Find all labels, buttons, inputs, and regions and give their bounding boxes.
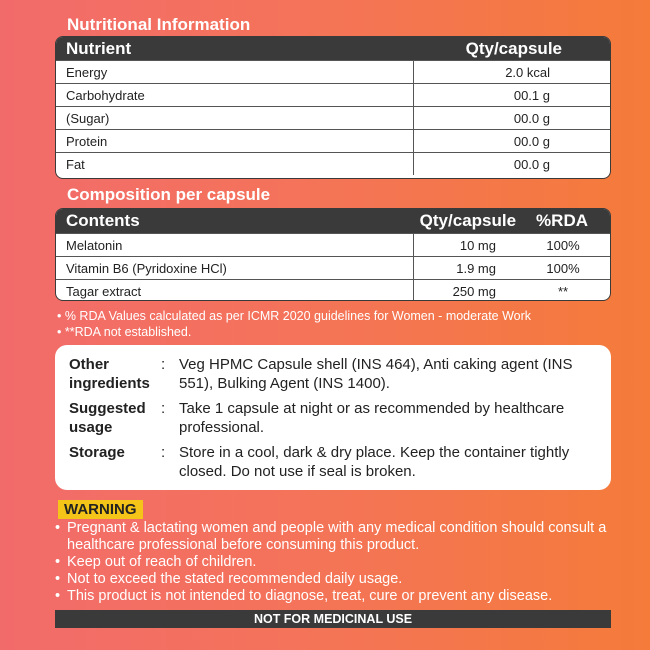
warning-text: Keep out of reach of children. — [67, 554, 257, 570]
header-qty: Qty/capsule — [465, 38, 562, 58]
content-name: Tagar extract — [56, 280, 414, 301]
other-ingredients-label: Other ingredients — [69, 356, 150, 392]
content-rda: 100% — [546, 237, 580, 253]
warning-list — [55, 520, 625, 605]
list-item — [55, 571, 625, 588]
table-row — [56, 83, 610, 106]
composition-title: Composition per capsule — [67, 185, 271, 204]
rda-note: • % RDA Values calculated as per ICMR 2020 guidelines for Women - moderate Work — [57, 309, 532, 323]
table-row — [56, 256, 610, 279]
storage-label: Storage — [69, 444, 125, 461]
table-row — [56, 279, 610, 301]
content-rda: ** — [557, 283, 569, 299]
storage-row — [69, 443, 597, 481]
nutrient-name: Protein — [56, 130, 414, 152]
composition-table-header — [56, 209, 610, 233]
warning-text: Pregnant & lactating women and people with any medical condition should consult a healthcare professional before consuming this product. — [67, 520, 607, 553]
colon: : — [161, 356, 166, 373]
info-card — [55, 345, 611, 490]
suggested-usage-row — [69, 399, 597, 437]
table-row — [56, 233, 610, 256]
nutrient-name: Carbohydrate — [56, 84, 414, 106]
composition-table — [55, 208, 611, 301]
table-row — [56, 106, 610, 129]
not-for-medicinal-use-banner: NOT FOR MEDICINAL USE — [55, 610, 611, 628]
list-item — [55, 554, 625, 571]
warning-text: This product is not intended to diagnose, treat, cure or prevent any disease. — [67, 588, 553, 604]
nutrient-qty: 00.0 g — [513, 156, 550, 172]
other-ingredients-row — [69, 355, 597, 393]
nutrient-qty: 00.0 g — [513, 110, 550, 126]
bullet: • — [55, 554, 61, 570]
header-rda: %RDA — [536, 211, 588, 230]
warning-tag: WARNING — [58, 500, 143, 519]
header-nutrient: Nutrient — [66, 38, 132, 58]
nutrient-name: Fat — [56, 153, 414, 175]
nutrition-table — [55, 36, 611, 179]
content-rda: 100% — [546, 260, 580, 276]
rda-note: • **RDA not established. — [57, 325, 192, 339]
table-row — [56, 129, 610, 152]
content-qty: 250 mg — [452, 283, 496, 299]
table-row — [56, 152, 610, 175]
table-row — [56, 60, 610, 83]
header-qty: Qty/capsule — [419, 211, 517, 230]
bullet: • — [55, 571, 61, 587]
nutrient-name: (Sugar) — [56, 107, 414, 129]
rda-notes — [57, 308, 531, 340]
other-ingredients-value: Veg HPMC Capsule shell (INS 464), Anti caking agent (INS 551), Bulking Agent (INS 1400). — [179, 356, 573, 392]
list-item — [55, 520, 625, 554]
warning-text: Not to exceed the stated recommended daily usage. — [67, 571, 403, 587]
colon: : — [161, 444, 166, 461]
storage-value: Store in a cool, dark & dry place. Keep the container tightly closed. Do not use if seal is broken. — [179, 444, 570, 480]
nutrient-name: Energy — [56, 61, 414, 83]
bullet: • — [55, 588, 61, 604]
content-name: Melatonin — [56, 234, 414, 256]
content-name: Vitamin B6 (Pyridoxine HCl) — [56, 257, 414, 279]
nutrient-qty: 00.0 g — [513, 133, 550, 149]
header-contents: Contents — [66, 211, 140, 230]
content-qty: 10 mg — [459, 237, 496, 253]
list-item — [55, 588, 625, 605]
colon: : — [161, 400, 166, 417]
nutrition-title: Nutritional Information — [67, 15, 251, 34]
nutrient-qty: 2.0 kcal — [505, 64, 550, 80]
nutrient-qty: 00.1 g — [513, 87, 550, 103]
content-qty: 1.9 mg — [456, 260, 496, 276]
nutrition-table-header — [56, 37, 610, 60]
suggested-usage-label: Suggested usage — [69, 400, 146, 436]
suggested-usage-value: Take 1 capsule at night or as recommended by healthcare professional. — [179, 400, 565, 436]
bullet: • — [55, 520, 61, 536]
